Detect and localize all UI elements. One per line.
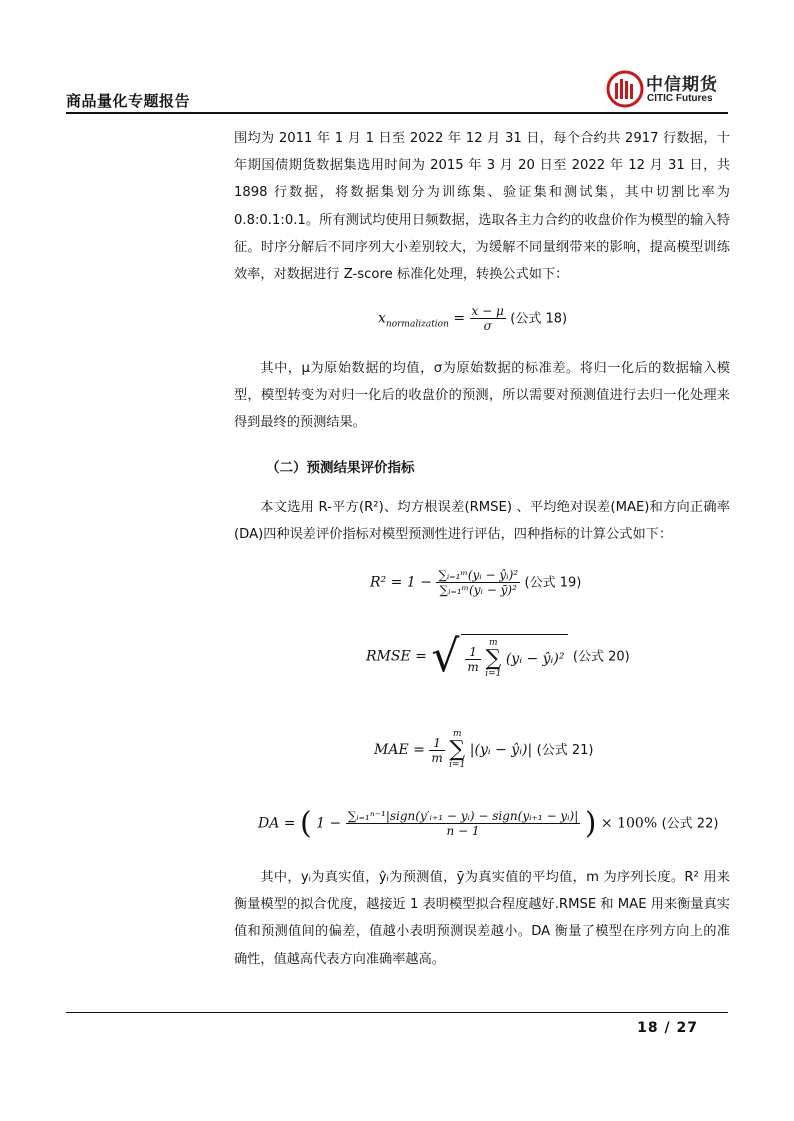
f18-fraction [470, 304, 506, 333]
f19-tag: (公式 19) [524, 575, 582, 591]
section-heading: （二）预测结果评价指标 [266, 460, 415, 476]
f20-lhs: RMSE = [366, 648, 427, 665]
f19-fraction [436, 568, 520, 597]
f21-sum-bot: i=1 [449, 760, 466, 770]
f19-den: ∑ᵢ₌₁ᵐ(yᵢ − ȳ)² [439, 583, 517, 597]
formula-18: $x_{normalization}$ = $\frac{x - \mu}{\sigma}$ (公式 18) [378, 304, 568, 333]
f20-frac-num: 1 [465, 645, 480, 660]
f20-tag: (公式 20) [572, 649, 630, 665]
formula-21 [374, 730, 594, 770]
f20-sum-bot: i=1 [485, 669, 502, 679]
f21-body: |(yᵢ − ŷᵢ)| [469, 742, 533, 758]
f21-sum-top: m [452, 729, 462, 739]
f20-body: (yᵢ − ŷᵢ)² [505, 651, 565, 667]
f22-tail: × 100% [600, 815, 658, 832]
f21-fraction [429, 736, 444, 765]
f21-lhs: MAE = [374, 742, 425, 758]
f22-num: ∑ᵢ₌₁ⁿ⁻¹|sign(y′ᵢ₊₁ − yᵢ) − sign(yᵢ₊₁ − yᵢ)| [347, 809, 579, 823]
sigma-icon: ∑ [449, 737, 466, 762]
report-title: 商品量化专题报告 [66, 92, 191, 110]
f20-frac-den: m [467, 659, 479, 674]
logo-cn-text: 中信期货 [646, 75, 718, 95]
f20-radicand [461, 634, 568, 679]
f21-sum [449, 730, 465, 770]
f21-tag: (公式 21) [536, 743, 594, 758]
paragraph-data-description: 围均为 2011 年 1 月 1 日至 2022 年 12 月 31 日，每个合约共 2917 行数据，十年期国债期货数据集选用时间为 2015 年 3 月 20 日至 2022 年 12 月 31 日，共 1898 行数据，将数据集划分为训练集、验证集和测试集，其中切割比率为 0.8:0.1:0.1。所有测试均使用日频数据，选取各主力合约的收盘价作为模型的输入特征。时序分解后不同序列大小差别较大，为缓解不同量纲带来的影响，提高模型训练效率，对数据进行 Z-score 标准化处理，转换公式如下： [234, 131, 730, 283]
f21-frac-num: 1 [429, 736, 444, 751]
logo-en-text: CITIC Futures [647, 93, 713, 104]
f18-lhs: x [378, 310, 386, 327]
f19-lhs: R² = 1 − [370, 574, 432, 591]
f21-frac-den: m [431, 750, 443, 765]
sqrt-icon: √ [431, 630, 460, 682]
f22-fraction [346, 809, 581, 838]
formula-19 [370, 568, 581, 597]
f22-den: n − 1 [446, 824, 480, 838]
formula-22 [258, 806, 718, 841]
f18-den: σ [483, 319, 492, 333]
f18-tag: (公式 18) [510, 311, 568, 327]
footer-divider [66, 1012, 728, 1013]
logo [606, 70, 730, 110]
citic-logo-icon [606, 70, 644, 108]
header-divider [66, 112, 728, 114]
sigma-icon: ∑ [485, 646, 502, 671]
f20-sum-top: m [489, 638, 498, 648]
f20-sum [485, 639, 501, 679]
f19-num: ∑ᵢ₌₁ᵐ(yᵢ − ŷᵢ)² [438, 568, 519, 582]
f18-num: x − μ [471, 304, 504, 318]
paragraph-metrics-explanation: 其中，yᵢ为真实值，ŷᵢ为预测值，ȳ为真实值的平均值，m 为序列长度。R² 用来衡量模型的拟合优度，越接近 1 表明模型拟合程度越好.RMSE 和 MAE 用来衡量真实值和预测值间的偏差，值越小表明预测误差越小。DA 衡量了模型在序列方向上的准确性，值越高代表方向准确率越高。 [234, 870, 730, 967]
f20-fraction [465, 645, 480, 674]
paragraph-normalization-explanation: 其中，μ为原始数据的均值，σ为原始数据的标准差。将归一化后的数据输入模型，模型转变为对归一化后的收盘价的预测，所以需要对预测值进行去归一化处理来得到最终的预测结果。 [234, 361, 730, 431]
page-number: 18 / 27 [637, 1020, 698, 1036]
f18-sub: normalization [385, 319, 449, 330]
f22-lhs: DA = [258, 815, 296, 832]
left-paren-icon: ( [299, 806, 312, 841]
right-paren-icon: ) [584, 806, 597, 841]
formula-20 [366, 630, 630, 682]
f22-tag: (公式 22) [661, 816, 719, 832]
f22-one: 1 − [316, 815, 342, 832]
paragraph-metrics-intro: 本文选用 R-平方(R²)、均方根误差(RMSE) 、平均绝对误差(MAE)和方向正确率(DA)四种误差评价指标对模型预测性进行评估，四种指标的计算公式如下： [234, 500, 730, 543]
